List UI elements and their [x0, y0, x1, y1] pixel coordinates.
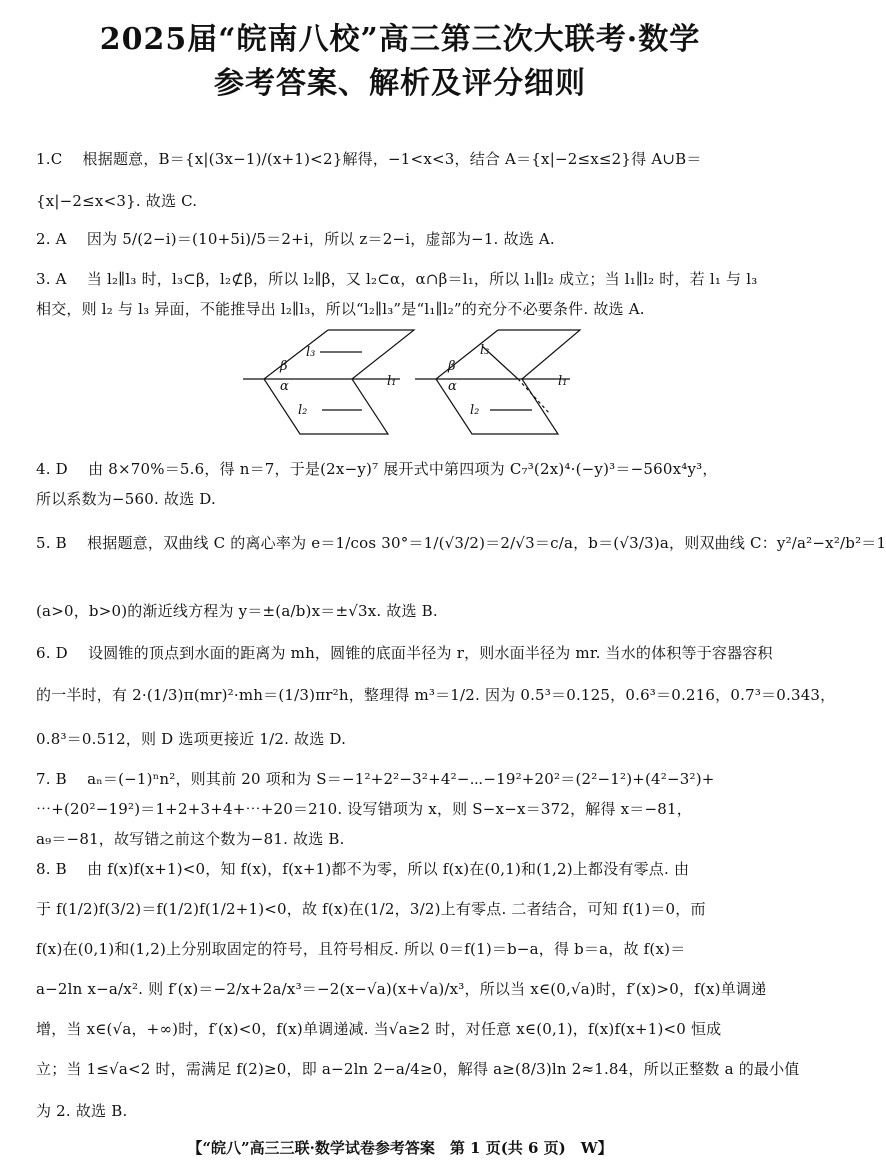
answer-2-line-1: 2. A 因为 5/(2−i)＝(10+5i)/5＝2+i，所以 z＝2−i，虚部为−1. 故选 A. [36, 230, 555, 248]
label-beta-right: β [448, 359, 456, 374]
answer-8-line-2: 于 f(1/2)f(3/2)＝f(1/2)f(1/2+1)<0，故 f(x)在(1/2，3/2)上有零点. 二者结合，可知 f(1)＝0，而 [36, 900, 706, 918]
answer-7-line-3: a₉＝−81，故写错之前这个数为−81. 故选 B. [36, 830, 345, 848]
label-l1-right: l₁ [558, 374, 568, 389]
answer-8-line-4: a−2ln x−a/x². 则 f′(x)＝−2/x+2a/x³＝−2(x−√a)(x+√a)/x³，所以当 x∈(0,√a)时，f′(x)>0，f(x)单调递 [36, 980, 767, 998]
label-alpha-right: α [448, 379, 457, 394]
label-alpha-left: α [280, 379, 289, 394]
label-l2-right: l₂ [470, 403, 480, 418]
answer-8-line-7: 为 2. 故选 B. [36, 1102, 128, 1120]
label-l3-right: l₃ [480, 343, 490, 358]
answer-1-line-2: {x|−2≤x<3}. 故选 C. [36, 192, 198, 210]
answer-6-line-2: 的一半时，有 2·(1/3)π(mr)²·mh＝(1/3)πr²h，整理得 m³＝1/2. 因为 0.5³＝0.125，0.6³＝0.216，0.7³＝0.343， [36, 686, 836, 704]
answer-4-line-1: 4. D 由 8×70%＝5.6，得 n＝7，于是(2x−y)⁷ 展开式中第四项为 C₇³(2x)⁴·(−y)³＝−560x⁴y³， [36, 460, 718, 478]
label-l2-left: l₂ [298, 403, 308, 418]
page-title: 2025届“皖南八校”高三第三次大联考·数学 [99, 22, 701, 57]
answer-4-line-2: 所以系数为−560. 故选 D. [36, 490, 216, 508]
answer-8-line-1: 8. B 由 f(x)f(x+1)<0，知 f(x)，f(x+1)都不为零，所以 f(x)在(0,1)和(1,2)上都没有零点. 由 [36, 860, 690, 878]
page-footer: 【“皖八”高三三联·数学试卷参考答案 第 1 页(共 6 页) W】 [187, 1139, 613, 1157]
answer-3-line-1: 3. A 当 l₂∥l₃ 时，l₃⊂β，l₂⊄β，所以 l₂∥β，又 l₂⊂α，α∩β＝l₁，所以 l₁∥l₂ 成立；当 l₁∥l₂ 时，若 l₁ 与 l₃ [36, 270, 758, 288]
answer-3-line-2: 相交，则 l₂ 与 l₃ 异面，不能推导出 l₂∥l₃，所以“l₂∥l₃”是“l₁∥l₂”的充分不必要条件. 故选 A. [36, 300, 645, 318]
page-subtitle: 参考答案、解析及评分细则 [214, 66, 586, 101]
answer-8-line-5: 增，当 x∈(√a，+∞)时，f′(x)<0，f(x)单调递减. 当√a≥2 时，对任意 x∈(0,1)，f(x)f(x+1)<0 恒成 [36, 1020, 722, 1038]
answer-8-line-6: 立；当 1≤√a<2 时，需满足 f(2)≥0，即 a−2ln 2−a/4≥0，解得 a≥(8/3)ln 2≈1.84，所以正整数 a 的最小值 [36, 1060, 800, 1078]
label-l3-left: l₃ [306, 345, 316, 360]
label-l1-left: l₁ [387, 374, 397, 389]
answer-5-line-1: 5. B 根据题意，双曲线 C 的离心率为 e＝1/cos 30°＝1/(√3/2)＝2/√3＝c/a，b＝(√3/3)a，则双曲线 C：y²/a²−x²/b²＝1 [36, 534, 886, 552]
answer-7-line-1: 7. B aₙ＝(−1)ⁿn²，则其前 20 项和为 S＝−1²+2²−3²+4²−⋯−19²+20²＝(2²−1²)+(4²−3²)+ [36, 770, 715, 788]
answer-6-line-3: 0.8³＝0.512，则 D 选项更接近 1/2. 故选 D. [36, 730, 347, 748]
right-diagram [415, 330, 580, 434]
answer-6-line-1: 6. D 设圆锥的顶点到水面的距离为 mh，圆锥的底面半径为 r，则水面半径为 mr. 当水的体积等于容器容积 [36, 644, 773, 662]
answer-7-line-2: ⋯+(20²−19²)＝1+2+3+4+⋯+20＝210. 设写错项为 x，则 S−x−x＝372，解得 x＝−81， [36, 800, 692, 818]
answer-5-line-2: (a>0，b>0)的渐近线方程为 y＝±(a/b)x＝±√3x. 故选 B. [36, 602, 438, 620]
plane-diagram [240, 330, 580, 440]
answer-1-line-1: 1.C 根据题意，B＝{x|(3x−1)/(x+1)<2}解得，−1<x<3，结合 A＝{x|−2≤x≤2}得 A∪B＝ [36, 150, 702, 168]
label-beta-left: β [280, 359, 288, 374]
answer-8-line-3: f(x)在(0,1)和(1,2)上分别取固定的符号，且符号相反. 所以 0＝f(1)＝b−a，得 b＝a，故 f(x)＝ [36, 940, 686, 958]
